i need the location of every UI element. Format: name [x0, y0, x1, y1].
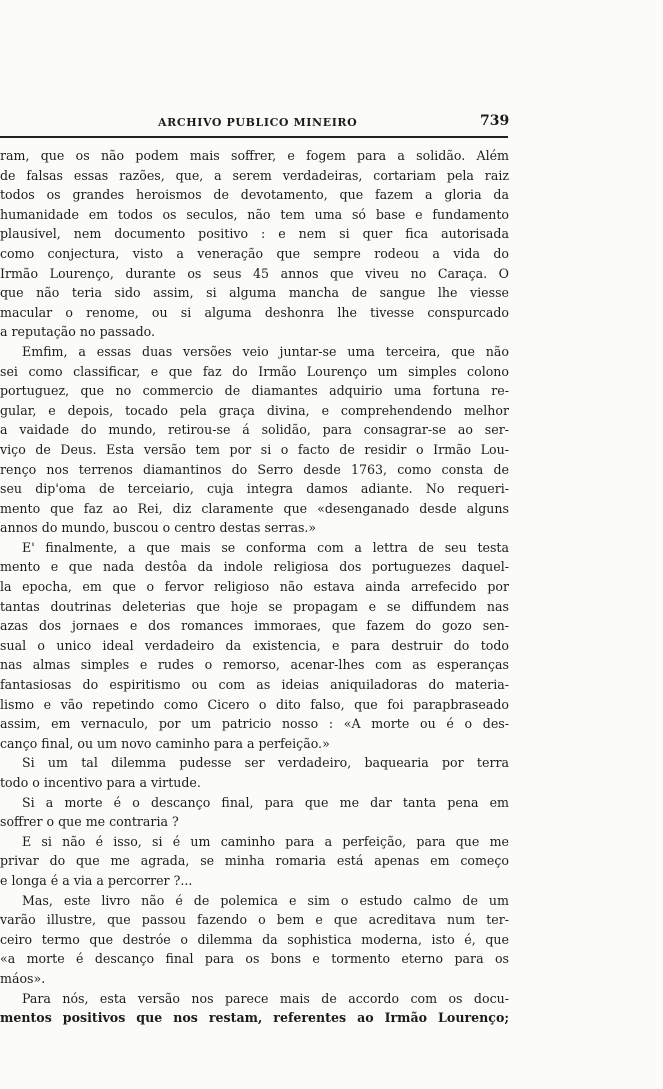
text-line: «a morte é descanço final para os bons e tormento eterno para os: [0, 951, 509, 967]
text-line: seu dip'oma de terceiario, cuja integra damos adiante. No requeri-: [0, 481, 509, 497]
text-line: de falsas essas razões, que, a serem verdadeiras, cortariam pela raiz: [0, 167, 509, 183]
text-line: portuguez, que no commercio de diamantes adquirio uma fortuna re-: [0, 383, 509, 399]
text-line: E si não é isso, si é um caminho para a perfeição, para que me: [22, 833, 509, 849]
text-line: privar do que me agrada, se minha romaria está apenas em começo: [0, 853, 509, 869]
text-line: assim, em vernaculo, por um patricio nosso : «A morte ou é o des-: [0, 716, 509, 732]
text-line: varão illustre, que passou fazendo o bem e que acreditava num ter-: [0, 912, 509, 928]
text-line: Irmão Lourenço, durante os seus 45 annos que viveu no Caraça. O: [0, 265, 509, 281]
text-body: [0, 146, 509, 1028]
text-line: lismo e vão repetindo como Cicero o dito falso, que foi parapbraseado: [0, 696, 509, 712]
text-line: la epocha, em que o fervor religioso não estava ainda arrefecido por: [0, 579, 509, 595]
text-line: macular o renome, ou si alguma deshonra lhe tivesse conspurcado: [0, 304, 509, 320]
text-line: sei como classificar, e que faz do Irmão Lourenço um simples colono: [0, 363, 509, 379]
text-line: annos do mundo, buscou o centro destas serras.»: [0, 520, 317, 536]
text-line: E' finalmente, a que mais se conforma com a lettra de seu testa: [22, 539, 509, 555]
text-line: mento e que nada destôa da indole religiosa dos portuguezes daquel-: [0, 559, 509, 575]
text-line: nas almas simples e rudes o remorso, acenar-lhes com as esperanças: [0, 657, 509, 673]
text-line: ram, que os não podem mais soffrer, e fogem para a solidão. Além: [0, 148, 509, 163]
page-number: 739: [480, 113, 510, 129]
text-line: todo o incentivo para a virtude.: [0, 775, 201, 790]
text-line: Mas, este livro não é de polemica e sim o estudo calmo de um: [22, 892, 509, 908]
text-line: que não teria sido assim, si alguma mancha de sangue lhe viesse: [0, 285, 509, 301]
text-line: humanidade em todos os seculos, não tem uma só base e fundamento: [0, 206, 509, 222]
text-line: máos».: [0, 970, 46, 986]
text-line: azas dos jornaes e dos romances immoraes, que fazem do gozo sen-: [0, 618, 509, 634]
text-line: plausivel, nem documento positivo : e nem si quer fica autorisada: [0, 226, 509, 242]
text-line: mento que faz ao Rei, diz claramente que «desenganado desde alguns: [0, 500, 509, 516]
text-line: Si um tal dilemma pudesse ser verdadeiro, baquearia por terra: [22, 755, 509, 771]
text-line: a reputação no passado.: [0, 324, 155, 340]
text-line: fantasiosas do espiritismo ou com as ideias aniquiladoras do materia-: [0, 677, 509, 693]
text-line: canço final, ou um novo caminho para a perfeição.»: [0, 735, 330, 751]
text-line: sual o unico ideal verdadeiro da existencia, e para destruir do todo: [0, 637, 509, 653]
text-line: soffrer o que me contraria ?: [0, 814, 179, 830]
page-header: [0, 113, 663, 136]
text-line: ceiro termo que destróe o dilemma da sophistica moderna, isto é, que: [0, 931, 509, 947]
text-line: tantas doutrinas deleterias que hoje se propagam e se diffundem nas: [0, 598, 509, 614]
text-line: a vaidade do mundo, retirou-se á solidão, para consagrar-se ao ser-: [0, 422, 509, 438]
running-title: ARCHIVO PUBLICO MINEIRO: [158, 116, 358, 129]
text-line: viço de Deus. Esta versão tem por si o facto de residir o Irmão Lou-: [0, 441, 509, 457]
header-rule: [0, 136, 508, 138]
text-line: como conjectura, visto a veneração que sempre rodeou a vida do: [0, 245, 509, 261]
text-line: e longa é a via a percorrer ?...: [0, 872, 193, 888]
text-line: todos os grandes heroismos de devotamento, que fazem a gloria da: [0, 187, 509, 203]
text-line: Si a morte é o descanço final, para que me dar tanta pena em: [22, 794, 509, 810]
text-line: Para nós, esta versão nos parece mais de accordo com os docu-: [22, 990, 509, 1006]
text-line: renço nos terrenos diamantinos do Serro desde 1763, como consta de: [0, 461, 509, 477]
text-line: Emfim, a essas duas versões veio juntar-se uma terceira, que não: [22, 343, 509, 359]
text-line: gular, e depois, tocado pela graça divina, e comprehendendo melhor: [0, 402, 509, 418]
text-line: mentos positivos que nos restam, referentes ao Irmão Lourenço;: [0, 1010, 509, 1026]
